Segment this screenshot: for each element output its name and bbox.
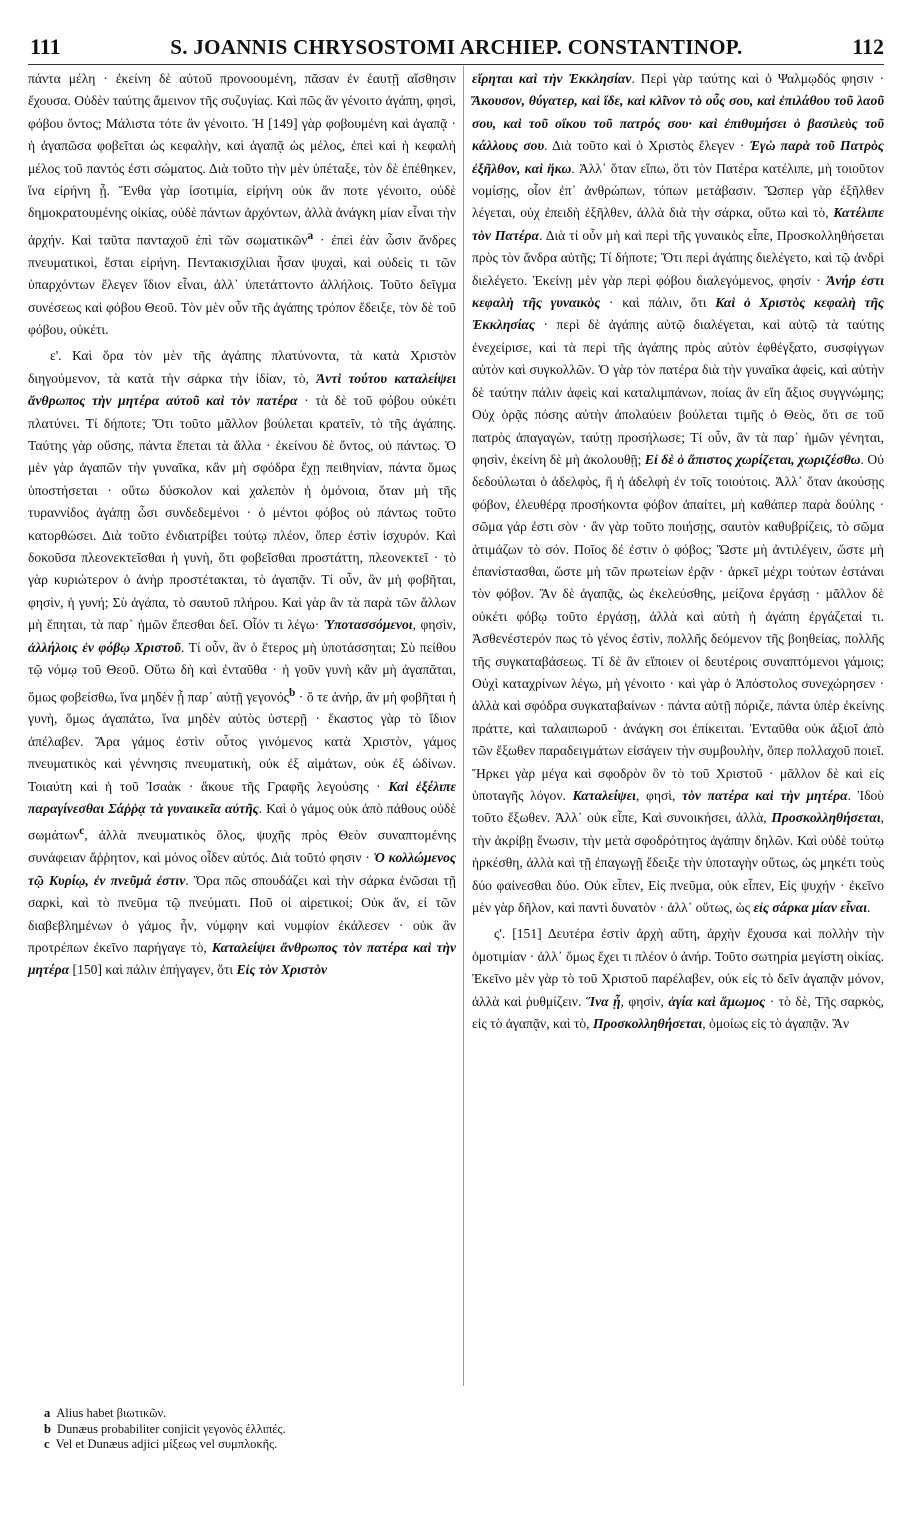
text-run: , φησὶ, (635, 788, 683, 803)
scripture-quote: Εἰ δὲ ὁ ἄπιστος χωρίζεται, χωριζέσθω (644, 451, 861, 467)
text-run: . (866, 900, 871, 916)
scripture-quote: Καταλείψει ἄνθρωπος τὸν πατέρα καὶ τὴν μητέρα (28, 940, 456, 978)
header-rule (28, 64, 884, 65)
right-paragraph-2 (472, 923, 884, 1035)
text-run: · περὶ δὲ ἀγάπης αὐτῷ διαλέγεται, καὶ αὐτῷ τὰ ταύτης ἐνεχείρισε, καὶ τὰ περὶ τῆς ἀγάπης πρὸς αὐτὸν ἐφθέγξατο, συσφίγγων αὐτὸν καὶ συγκολλῶν. Ὁ γὰρ τὸν πατέρα διὰ τὴν γυναῖκα ἀφεὶς, καὶ αὐτὴν δὲ ταύτην πάλιν ἀφεὶς καὶ καταλιμπάνων, ποίας ἂν εἴη ἄξιος συγγνώμης; Οὐχ ὁρᾷς πόσης αὐτὴν ἀπολαύειν βούλεται τιμῆς ὁ Θεὸς, ὅτι σε τοῦ πατρὸς ἀπαγαγὼν, ταύτῃ προσήλωσε; Τί οὖν, ἂν τὰ παρ᾽ ἡμῶν γένηται, φησὶν, ἐκείνη δὲ μὴ ἀκολουθῇ; (472, 317, 884, 467)
text-run: πάντα μέλη · ἐκείνη δὲ αὐτοῦ προνοουμένη, πᾶσαν ἐν ἑαυτῇ αἴσθησιν ἔχουσα. Οὐδὲν ταύτης ἄμεινον τῆς συζυγίας. Καὶ πῶς ἂν γένοιτο ἀγάπη, φησὶ, φόβου ὄντος; Μάλιστα τότε ἂν γένοιτο. Ἡ [149] γὰρ φοβουμένη καὶ ἀγαπᾷ · ἡ ἀγαπῶσα φοβεῖται ὡς κεφαλὴν, καὶ ἀγαπᾷ ὡς μέλος, ἐπεὶ καὶ ἡ κεφαλὴ μέλος τοῦ παντός ἐστι σώματος. Διὰ τοῦτο τὴν μὲν ὑπέταξε, τὸν δὲ ἐπέθηκεν, ἵνα εἰρήνη ᾖ. Ἔνθα γὰρ ἰσοτιμία, εἰρήνη οὐκ ἄν ποτε γένοιτο, οὐδὲ δημοκρατουμένης οἰκίας, οὐδὲ πάντων ἀρχόντων, ἀλλὰ ἀνάγκη μίαν εἶναι τὴν ἀρχήν. Καὶ ταῦτα πανταχοῦ ἐπὶ τῶν σωματικῶν (28, 71, 456, 248)
footnotes (44, 1406, 464, 1453)
text-run: , φησὶν, (412, 617, 456, 633)
footnote-c (44, 1437, 464, 1453)
footnote-text: Alius habet βιωτικῶν. (56, 1406, 167, 1420)
text-run: . Καὶ ὁ γάμος οὐκ ἀπὸ πάθους οὐδὲ σωμάτων (28, 801, 456, 843)
scripture-quote: Ἐγὼ παρὰ τοῦ Πατρὸς ἐξῆλθον, καὶ ἥκω (472, 138, 884, 176)
left-paragraph-1 (28, 68, 456, 341)
page-number-left: 111 (30, 34, 61, 59)
scripture-quote: Καὶ ἐξέλιπε παραγίνεσθαι Σάῤῥᾳ τὰ γυναικεῖα αὐτῆς (28, 778, 456, 817)
left-column (28, 68, 456, 982)
text-run: . Ἰδοὺ τοῦτο ἔξωθεν. Ἀλλ᾽ οὐκ εἶπε, Καὶ συνοικήσει, ἀλλὰ, (472, 788, 885, 826)
footnote-a (44, 1406, 464, 1422)
page-number-right: 112 (852, 34, 884, 59)
footnote-ref-b: b (289, 686, 296, 699)
scripture-quote: Εἰς τὸν Χριστὸν (236, 962, 328, 978)
scripture-quote: Προσκολληθήσεται (771, 810, 881, 826)
footnote-marker: b (44, 1421, 51, 1436)
scripture-quote: Καταλείψει (572, 788, 636, 803)
scripture-quote: Ὁ κολλώμενος τῷ Κυρίῳ, ἐν πνεῦμά ἐστιν (28, 850, 456, 888)
running-title: S. JOANNIS CHRYSOSTOMI ARCHIEP. CONSTANTINOP. (170, 35, 743, 59)
left-paragraph-2 (28, 345, 456, 981)
right-paragraph-1 (472, 68, 884, 919)
footnote-marker: c (44, 1437, 50, 1451)
text-run: . Ἀλλ᾽ ὅταν εἴπω, ὅτι τὸν Πατέρα κατέλιπε, μὴ τοιοῦτον νομίσῃς, οἷον ἐπ᾽ ἀνθρώπων, τόπων μετάβασιν. Ὥσπερ γὰρ ἐξῆλθεν λέγεται, οὐχ ἐπειδὴ ἐξῆλθεν, ἀλλὰ διὰ τὴν σάρκα, οὕτω καὶ τὸ, (472, 160, 885, 221)
text-run: · ὅ τε ἀνὴρ, ἂν μὴ φοβῆται ἡ γυνὴ, ὅμως ἀγαπάτω, ἵνα μηδὲν αὐτὸς ὑστερῇ · ἕκαστος γὰρ τὸ ἴδιον ἀπέλαβεν. Ἄρα γάμος ἐστὶν οὗτος γινόμενος κατὰ Χριστὸν, γάμος πνευματικὸς καὶ γέννησις πνευματικὴ, οὐκ ἐξ αἱμάτων, οὐκ ἐξ ὠδίνων. Τοιαύτη καὶ ἡ τοῦ Ἰσαὰκ · ἄκουε τῆς Γραφῆς λεγούσης · (28, 689, 456, 794)
text-run: . Διὰ τί οὖν μὴ καὶ περὶ τῆς γυναικὸς εἶπε, Προσκολληθήσεται πρὸς τὸν ἄνδρα αὐτῆς; Τί δήποτε; Ὅτι περὶ ἀγάπης διελέγετο, καὶ τῷ ἀνδρὶ διελέγετο. Ἐκείνῃ μὲν γὰρ περὶ φόβου διαλεγόμενος, φησίν · (472, 227, 884, 288)
page-header (30, 34, 884, 64)
footnote-b (44, 1422, 464, 1438)
text-run: · τὸ δὲ, Τῆς σαρκὸς, εἰς τὸ ἀγαπᾷν, καὶ τὸ, (472, 993, 884, 1032)
text-run: · τὰ δὲ τοῦ φόβου οὐκέτι πλατύνει. Τί δήποτε; Ὅτι τοῦτο μᾶλλον βούλεται κρατεῖν, τὸ τῆς ἀγάπης. Ταύτης γὰρ οὔσης, πάντα ἕπεται τὰ ἄλλα · ἐκείνου δὲ ὄντος, οὐ πάντως. Ὁ μὲν γὰρ ἀγαπῶν τὴν γυναῖκα, κἂν μὴ σφόδρα ἔχῃ πειθηνίαν, πάντα ὅμως ὑποστήσεται · οὕτω δύσκολον καὶ χαλεπὸν ἡ ὁμόνοια, ὅταν μὴ τῆς τυραννίδος ἀγάπῃ ὦσι συνδεδεμένοι · ὁ μέντοι φόβος οὐ πάντως τοῦτο κατορθώσει. Διὰ τοῦτο ἐνδιατρίβει τούτῳ πλέον, ὅπερ ἐστὶν ἰσχυρόν. Καὶ δοκοῦσα πλεονεκτεῖσθαι ἡ γυνὴ, ὅτι φοβεῖσθαι προστάττη, πλεονεκτεῖ · τὸ γὰρ κυριώτερον ὁ ἀνὴρ προστέτακται, τὸ ἀγαπᾷν. Τί οὖν, ἂν μὴ φοβῆται, φησὶν, ἡ γυνή; Σὺ ἀγάπα, τὸ σαυτοῦ πλήρου. Καὶ γὰρ ἂν τὰ παρὰ τῶν ἄλλων μὴ ἕπηται, τὰ παρ᾽ ἡμῶν ἕπεσθαι δεῖ. Οἷόν τι λέγω· (28, 393, 456, 633)
footnote-ref-c: c (79, 825, 85, 838)
scripture-quote: Ἀνήρ ἐστι κεφαλὴ τῆς γυναικὸς (472, 272, 884, 311)
text-run: . Τί οὖν, ἂν ὁ ἕτερος μὴ ὑποτάσσηται; Σὺ πείθου τῷ νόμῳ τοῦ Θεοῦ. Οὕτω δὴ καὶ ἐνταῦθα · ἡ γοῦν γυνὴ κἂν μὴ ἀγαπᾶται, ὅμως φοβείσθω, ἵνα μηδὲν ᾖ παρ᾽ αὐτῇ γεγονός (28, 639, 457, 705)
text-run: . Ὅρα πῶς σπουδάζει καὶ τὴν σάρκα ἑνῶσαι τῇ σαρκὶ, καὶ τὸ πνεῦμα τῷ πνεύματι. Ποῦ οἱ αἱρετικοί; Οὐκ ἄν, εἰ τῶν διαβεβλημένων ὁ γάμος ἦν, νύμφην καὶ νυμφίον ἐκάλεσεν · οὐκ ἂν προτρέπων ἐκεῖνο παρήγαγε τὸ, (28, 872, 456, 956)
column-divider (463, 66, 464, 1386)
footnote-marker: a (44, 1406, 51, 1420)
scripture-quote: Ἵνα ᾖ (585, 993, 621, 1009)
text-run: . Περὶ γὰρ ταύτης καὶ ὁ Ψαλμῳδός φησιν · (631, 71, 884, 86)
scripture-quote: εἴρηται καὶ τὴν Ἐκκλησίαν (472, 71, 632, 86)
scripture-quote: Ἀντὶ τούτου καταλείψει ἄνθρωπος τὴν μητέρα αὐτοῦ καὶ τὸν πατέρα (28, 370, 456, 409)
text-run: · καὶ πάλιν, ὅτι (600, 295, 716, 311)
text-run: , φησὶν, (620, 993, 669, 1009)
footnote-ref-a: a (307, 229, 314, 242)
text-run: , τὴν ἀκρίβῃ ἕνωσιν, τὴν μετὰ σφοδρότητος ἀγάπην δηλῶν. Καὶ οὐδὲ τούτῳ ἠρκέσθη, ἀλλὰ καὶ τῇ ἐπαγωγῇ ἔδειξε τὴν ὑποταγὴν οὕτως, ὡς μηκέτι τοὺς δύο φαίνεσθαι δύο. Οὐκ εἶπεν, Εἰς πνεῦμα, οὐκ εἶπεν, Εἰς ψυχήν · ἐκεῖνο μὲν γὰρ δῆλον, καὶ παντὶ δυνατὸν · ἀλλ᾽ οὕτως, ὡς (472, 810, 884, 916)
scripture-quote: Ὑποτασσόμενοι (323, 617, 413, 633)
scripture-quote: Κατέλιπε τὸν Πατέρα (472, 205, 884, 243)
text-run: , ἀλλὰ πνευματικὸς ὅλος, ψυχῆς πρὸς Θεὸν συναπτομένης συνάφειαν ἄῤῥητον, καὶ μόνος οἶδεν αὐτός. Διὰ τοῦτό φησιν · (28, 828, 456, 866)
scripture-quote: Καὶ ὁ Χριστὸς κεφαλὴ τῆς Ἐκκλησίας (472, 295, 884, 333)
text-run: ε'. Καὶ ὅρα τὸν μὲν τῆς ἀγάπης πλατύνοντα, τὰ κατὰ Χριστὸν διηγούμενον, τὰ κατὰ τὴν σάρκα τὴν ἰδίαν, τὸ, (28, 348, 456, 386)
scripture-quote: εἰς σάρκα μίαν εἶναι (753, 900, 867, 916)
scripture-quote: ἀλλήλοις ἐν φόβῳ Χριστοῦ (28, 639, 181, 655)
scripture-quote: ἁγία καὶ ἄμωμος (668, 993, 766, 1009)
text-run: . Διὰ τοῦτο καὶ ὁ Χριστὸς ἔλεγεν · (544, 138, 750, 154)
footnote-text: Dunæus probabiliter conjicit γεγονὸς ἐλλιπές. (56, 1421, 286, 1436)
text-run: [150] καὶ πάλιν ἐπήγαγεν, ὅτι (69, 962, 237, 978)
text-run: · ἐπεὶ ἐὰν ὦσιν ἄνδρες πνευματικοὶ, ἔσται εἰρήνη. Πεντακισχίλιαι ἦσαν ψυχαὶ, καὶ οὐδεὶς τι τῶν ὑπαρχόντων ἔλεγεν ἴδιον εἶναι, ἀλλ᾽ ὑπετάττοντο ἀλλήλοις. Τοῦτο δεῖγμα συνέσεως καὶ φόβου Θεοῦ. Τὸν μὲν οὖν τῆς ἀγάπης τρόπον ἔδειξε, τὸν δὲ τοῦ φόβου, οὐκέτι. (28, 232, 456, 337)
right-column (472, 68, 884, 1035)
text-run: ς'. [151] Δευτέρα ἐστὶν ἀρχὴ αὕτη, ἀρχὴν ἔχουσα καὶ πολλὴν τὴν ὁμοτιμίαν · ἀλλ᾽ ὅμως ἔχει τι πλέον ὁ ἀνήρ. Τοῦτο σωτηρία μεγίστη οἰκίας. Ἐκεῖνο μὲν γὰρ τὸ τοῦ Χριστοῦ παρέλαβεν, οὐκ εἰς τὸ δεῖν ἀγαπᾷν μόνον, ἀλλὰ καὶ ῥυθμίζειν. (472, 926, 884, 1009)
footnote-text: Vel et Dunæus adjici μίξεως vel συμπλοκῆς. (55, 1437, 278, 1451)
scripture-quote: Προσκολληθήσεται (592, 1016, 703, 1032)
scripture-quote: τὸν πατέρα καὶ τὴν μητέρα (682, 788, 848, 803)
text-run: , ὁμοίως εἰς τὸ ἀγαπᾷν. Ἂν (702, 1016, 850, 1032)
scripture-quote: Ἄκουσον, θύγατερ, καὶ ἴδε, καὶ κλῖνον τὸ οὖς σου, καὶ ἐπιλάθου τοῦ λαοῦ σου, καὶ τοῦ οἴκου τοῦ πατρός σου· καὶ ἐπιθυμήσει ὁ βασιλεὺς τοῦ κάλλους σου (472, 93, 884, 154)
text-run: . Οὐ δεδούλωται ὁ ἀδελφὸς, ἢ ἡ ἀδελφὴ ἐν τοῖς τοιούτοις. Ἀλλ᾽ ὅταν ἀκούσῃς φόβον, ἐλευθέρᾳ προσήκοντα φόβον ἀπαίτει, μὴ καθάπερ παρὰ δούλης · σῶμα γάρ ἐστι σὸν · ἂν γὰρ τοῦτο ποιήσῃς, σαυτὸν καθυβρίζεις, τὸ σῶμα ἀτιμάζων τὸ σόν. Ποῖος δέ ἐστιν ὁ φόβος; Ὥστε μὴ ἀντιλέγειν, ὥστε μὴ ἐπανίστασθαι, ὥστε μὴ τῶν πρωτείων ἐρᾷν · ἀρκεῖ μέχρι τούτων ἑστάναι τὸν φόβον. Ἂν δὲ ἀγαπᾷς, ὡς ἐκελεύσθης, μείζονα ἐργάσῃ · μᾶλλον δὲ οὐκέτι φόβῳ τοῦτο ἐργάσῃ, ἀλλὰ καὶ αὐτὴ ἡ ἀγάπη ἐργάζεταί τι. Ἀσθενέστερόν πως τὸ γένος ἐστὶν, πολλῆς δεόμενον τῆς βοηθείας, πολλῆς τῆς συγκαταβάσεως. Τί δὲ ἂν εἴποιεν οἱ δευτέροις συναπτόμενοι γάμοις; Οὐχὶ καταχρίνων λέγω, μὴ γένοιτο · καὶ γὰρ ὁ Ἀπόστολος συνεχώρησεν · ἀλλὰ καὶ σφόδρα συγκαταβαίνων · πάντα αὐτῇ πόριζε, πάντα ὑπὲρ ἐκείνης πράττε, καὶ ταλαιπωροῦ · ἀνάγκη σοι ἐπίκειται. Ἐνταῦθα οὐκ ἀξιοῖ ἀπὸ τῶν ἔξωθεν παραδειγμάτων εἰσάγειν τὴν συμβουλὴν, ὅπερ πολλαχοῦ ποιεῖ. Ἤρκει γὰρ μέγα καὶ σφοδρὸν ὂν τὸ τοῦ Χριστοῦ · μᾶλλον δὲ καὶ εἰς ὑποταγῆς λόγον. (472, 451, 884, 803)
